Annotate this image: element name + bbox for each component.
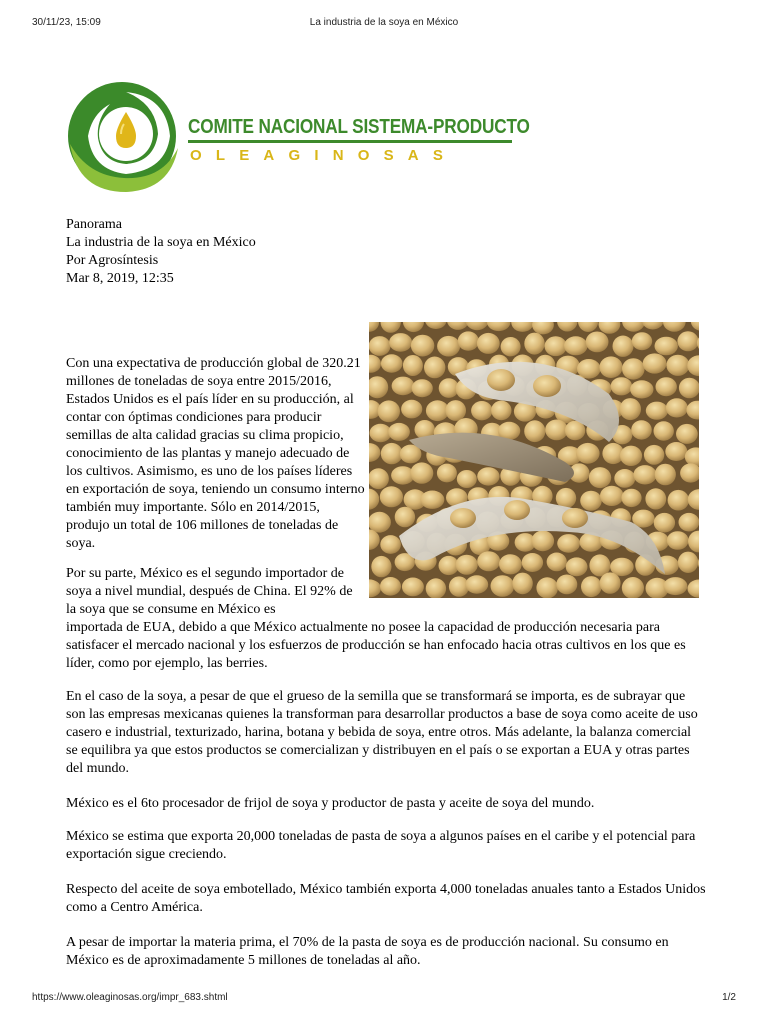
article-paragraph-2-rest: importada de EUA, debido a que México actualmente no posee la capacidad de producción necesaria para satisfacer el mercado nacional y los esfuerzos de producción se han enfocado hacia otras cultivos en los que es líder, como por ejemplo, las berries. — [66, 620, 686, 671]
soybean-shape — [381, 354, 403, 372]
soybean-shape — [589, 467, 611, 488]
soybean-shape — [392, 377, 415, 396]
article-paragraph-1: Con una expectativa de producción global de 320.21 millones de toneladas de soya entre 2015/2016, Estados Unidos es el país líder en su producción, al contar con óptimas condiciones para producir semillas de alta calidad gracias su clima propicio, conocimiento de las plantas y manejo adecuado de los cultivos. Asimismo, es uno de los países líderes en exportación de soya, teniendo un consumo interno también muy importante. Sólo en 2014/2015, produjo un total de 106 millones de toneladas de soya. — [66, 356, 365, 551]
soybean-shape — [380, 577, 401, 596]
soybean-shape — [666, 398, 688, 417]
soybean-shape — [655, 464, 676, 486]
soybean-shape — [545, 420, 568, 441]
soybean-shape — [654, 421, 674, 441]
soybean-shape — [633, 465, 656, 484]
soybean-shape — [412, 379, 433, 397]
soybean-shape — [586, 332, 609, 353]
soybean-shape — [644, 445, 664, 465]
soybean-shape — [378, 400, 400, 422]
soybean-shape — [536, 577, 558, 598]
soybean-shape — [477, 551, 500, 571]
soybean-shape — [621, 489, 641, 507]
soybean-shape — [445, 400, 466, 421]
soybean-shape — [655, 337, 678, 356]
soybean-shape — [426, 578, 446, 598]
soybean-shape — [581, 576, 602, 597]
soybean-shape — [512, 573, 532, 595]
soybean-shape — [622, 577, 644, 598]
soybean-shape — [401, 400, 422, 419]
article-paragraph-7: A pesar de importar la materia prima, el 70% de la pasta de soya es de producción nacional. Su consumo en México es de aproximadamente 5 millones de toneladas al año. — [66, 935, 669, 968]
logo-text-line1: COMITE NACIONAL SISTEMA-PRODUCTO — [188, 116, 530, 138]
soybean-photo — [369, 322, 699, 598]
soybean-shape — [654, 513, 675, 533]
soybean-shape — [547, 553, 567, 572]
soybean-shape — [622, 358, 645, 379]
soybean-shape — [643, 353, 667, 373]
soybean-shape — [665, 442, 687, 461]
soybean-shape — [663, 577, 687, 595]
soybean-shape — [620, 446, 642, 466]
soybean-shape — [677, 331, 698, 351]
soybean-shape — [491, 401, 511, 421]
soybean-shape — [631, 420, 652, 439]
soybean-shape — [457, 470, 477, 488]
soybean-shape — [369, 336, 391, 356]
soybean-shape — [613, 336, 634, 357]
soybean-shape — [646, 402, 668, 420]
soybean-shape — [678, 552, 698, 573]
soybean-shape — [564, 336, 588, 355]
soybean-shape — [380, 486, 403, 507]
soybean-shape — [380, 535, 401, 554]
article-paragraph-3: En el caso de la soya, a pesar de que el grueso de la semilla que se transformará se importa, es de subrayar que son las empresas mexicanas quienes la transforman para desarrollar productos a base de soya como aceite de uso casero e industrial, texturizado, harina, botana y bebida de soya, entre otros. Más adelante, la balanza comercial se equilibra ya que estos productos se comercializan y distribuyen en el país o se exportan a EUA y otras partes del mundo. — [66, 689, 698, 776]
soybean-shape — [477, 467, 499, 485]
soybean-shape — [676, 424, 698, 444]
soybean-shape — [437, 336, 460, 357]
print-title: La industria de la soya en México — [309, 17, 459, 28]
soybean-shape — [599, 356, 622, 378]
soybean-shape — [389, 333, 412, 352]
soybean-shape — [524, 420, 545, 442]
article-byline: Por Agrosíntesis — [66, 253, 159, 268]
soybean-shape — [524, 333, 544, 355]
logo-text-line2: OLEAGINOSAS — [190, 147, 458, 164]
soybean-shape — [371, 556, 391, 577]
soybean-shape — [410, 462, 433, 483]
soybean-shape — [668, 490, 689, 511]
soybean-shape — [424, 357, 445, 379]
soybean-shape — [557, 534, 580, 553]
soybean-shape — [600, 572, 621, 593]
article-paragraph-2-start: Por su parte, México es el segundo importador de soya a nivel mundial, después de China. El 92% de la soya que se consume en México es — [66, 566, 353, 617]
soybean-shape — [458, 331, 479, 350]
print-datetime: 30/11/23, 15:09 — [32, 17, 101, 28]
soybean-shape — [666, 355, 689, 376]
soybean-shape — [645, 488, 666, 509]
soybean-shape — [403, 355, 423, 376]
soybean-shape — [556, 488, 576, 508]
print-url: https://www.oleaginosas.org/impr_683.shtml — [32, 992, 228, 1003]
article-headline: La industria de la soya en México — [66, 235, 256, 250]
soybean-shape — [491, 575, 515, 597]
soybean-shape — [395, 507, 415, 528]
soybean-shape — [465, 575, 488, 593]
article-meta — [66, 216, 256, 288]
soybean-shape — [620, 398, 641, 420]
soybean-shape — [388, 423, 410, 441]
soybean-shape — [402, 578, 424, 597]
soybean-shape — [556, 575, 577, 595]
soybean-shape — [501, 337, 521, 356]
article-paragraph-6: Respecto del aceite de soya embotellado, México también exporta 4,000 toneladas anuales tanto a Estados Unidos como a Centro América. — [66, 882, 706, 915]
soybean-shape — [632, 332, 652, 350]
soybean-shape — [437, 464, 457, 483]
soybean-shape — [471, 401, 492, 420]
soybean-shape — [477, 333, 500, 354]
soybean-shape — [522, 553, 543, 572]
print-header — [32, 17, 736, 31]
soybean-shape — [614, 469, 635, 488]
page-number: 1/2 — [722, 992, 736, 1003]
soybean-shape — [667, 531, 689, 550]
logo-divider — [188, 140, 512, 143]
soybean-shape — [566, 557, 588, 576]
soybean-shape — [420, 491, 444, 509]
print-footer — [32, 992, 736, 1006]
soybean-shape — [545, 336, 567, 356]
section-label: Panorama — [66, 217, 122, 232]
soybean-shape — [411, 335, 434, 357]
soybean-shape — [679, 378, 699, 399]
soybean-shape — [679, 513, 700, 532]
soybean-shape — [381, 443, 403, 464]
soybean-shape — [611, 377, 633, 395]
soybean-shape — [576, 443, 600, 464]
article-paragraph-4: México es el 6to procesador de frijol de soya y productor de pasta y aceite de soya del mundo. — [66, 796, 595, 811]
article-date: Mar 8, 2019, 12:35 — [66, 271, 174, 286]
soybean-shape — [600, 486, 624, 506]
soybean-shape — [630, 380, 653, 398]
soybean-shape — [499, 554, 522, 574]
soybean-shape — [456, 555, 478, 575]
article-paragraph-5: México se estima que exporta 20,000 toneladas de pasta de soya a algunos países en el caribe y el potencial para exportación sigue creciendo. — [66, 829, 696, 862]
soybean-shape — [580, 491, 602, 511]
soybean-shape — [656, 377, 677, 396]
soybean-shape — [532, 530, 555, 551]
